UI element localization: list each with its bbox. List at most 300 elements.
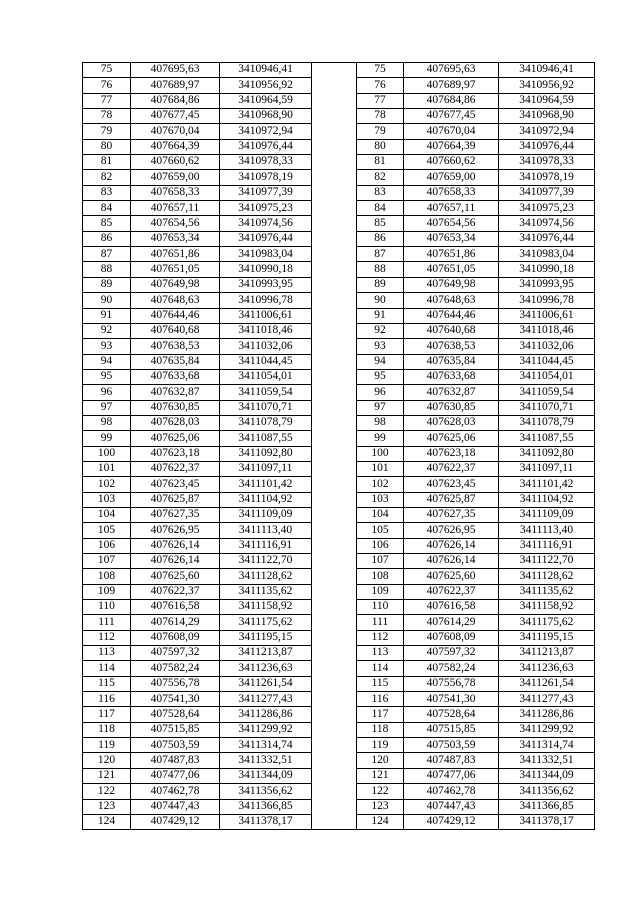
table-row [83,385,595,400]
point-number: 102 [83,477,131,492]
y-coordinate: 3410968,90 [220,109,312,124]
x-coordinate: 407503,59 [131,738,220,753]
table-row [83,584,595,599]
point-number: 96 [83,385,131,400]
point-number: 101 [83,461,131,476]
y-coordinate-right: 3411332,51 [499,753,595,768]
column-gap [312,431,357,446]
point-number: 82 [83,170,131,185]
point-number: 75 [83,63,131,78]
point-number-right: 83 [357,185,404,200]
point-number: 95 [83,369,131,384]
y-coordinate-right: 3411213,87 [499,646,595,661]
x-coordinate: 407632,87 [131,385,220,400]
point-number-right: 98 [357,415,404,430]
table-row [83,738,595,753]
point-number: 80 [83,139,131,154]
point-number-right: 96 [357,385,404,400]
table-row [83,339,595,354]
x-coordinate: 407487,83 [131,753,220,768]
x-coordinate: 407582,24 [131,661,220,676]
x-coordinate: 407616,58 [131,600,220,615]
x-coordinate-right: 407654,56 [404,216,499,231]
x-coordinate: 407623,45 [131,477,220,492]
point-number: 87 [83,247,131,262]
column-gap [312,185,357,200]
column-gap [312,78,357,93]
y-coordinate: 3411175,62 [220,615,312,630]
point-number-right: 80 [357,139,404,154]
point-number: 116 [83,692,131,707]
y-coordinate-right: 3411109,09 [499,507,595,522]
x-coordinate-right: 407664,39 [404,139,499,154]
y-coordinate: 3411116,91 [220,538,312,553]
point-number: 81 [83,155,131,170]
table-row [83,676,595,691]
table-row [83,753,595,768]
y-coordinate-right: 3411044,45 [499,354,595,369]
y-coordinate-right: 3411006,61 [499,308,595,323]
y-coordinate: 3411097,11 [220,461,312,476]
x-coordinate: 407625,60 [131,569,220,584]
column-gap [312,799,357,814]
y-coordinate-right: 3411195,15 [499,630,595,645]
table-row [83,139,595,154]
y-coordinate-right: 3411277,43 [499,692,595,707]
y-coordinate: 3411087,55 [220,431,312,446]
x-coordinate: 407657,11 [131,201,220,216]
y-coordinate-right: 3411286,86 [499,707,595,722]
table-row [83,262,595,277]
y-coordinate-right: 3411356,62 [499,784,595,799]
point-number: 115 [83,676,131,691]
y-coordinate: 3411104,92 [220,492,312,507]
table-row [83,630,595,645]
column-gap [312,262,357,277]
x-coordinate: 407477,06 [131,768,220,783]
y-coordinate-right: 3411128,62 [499,569,595,584]
x-coordinate-right: 407677,45 [404,109,499,124]
column-gap [312,155,357,170]
x-coordinate: 407625,06 [131,431,220,446]
point-number-right: 100 [357,446,404,461]
x-coordinate-right: 407626,14 [404,538,499,553]
x-coordinate-right: 407651,05 [404,262,499,277]
point-number-right: 124 [357,814,404,829]
point-number-right: 117 [357,707,404,722]
y-coordinate-right: 3410978,33 [499,155,595,170]
x-coordinate-right: 407608,09 [404,630,499,645]
point-number-right: 112 [357,630,404,645]
y-coordinate-right: 3411175,62 [499,615,595,630]
point-number-right: 116 [357,692,404,707]
y-coordinate: 3410946,41 [220,63,312,78]
point-number-right: 113 [357,646,404,661]
x-coordinate: 407608,09 [131,630,220,645]
x-coordinate-right: 407649,98 [404,277,499,292]
x-coordinate: 407515,85 [131,722,220,737]
column-gap [312,676,357,691]
table-row [83,124,595,139]
x-coordinate: 407528,64 [131,707,220,722]
point-number-right: 109 [357,584,404,599]
x-coordinate: 407684,86 [131,93,220,108]
point-number-right: 90 [357,293,404,308]
table-row [83,63,595,78]
table-row [83,354,595,369]
column-gap [312,707,357,722]
x-coordinate: 407622,37 [131,461,220,476]
x-coordinate-right: 407541,30 [404,692,499,707]
table-row [83,692,595,707]
x-coordinate-right: 407658,33 [404,185,499,200]
point-number-right: 86 [357,231,404,246]
y-coordinate: 3411378,17 [220,814,312,829]
point-number: 122 [83,784,131,799]
x-coordinate: 407638,53 [131,339,220,354]
y-coordinate: 3410983,04 [220,247,312,262]
x-coordinate: 407614,29 [131,615,220,630]
y-coordinate-right: 3411018,46 [499,323,595,338]
point-number: 78 [83,109,131,124]
x-coordinate-right: 407556,78 [404,676,499,691]
point-number: 106 [83,538,131,553]
table-row [83,492,595,507]
x-coordinate-right: 407462,78 [404,784,499,799]
point-number: 113 [83,646,131,661]
point-number: 103 [83,492,131,507]
y-coordinate: 3411101,42 [220,477,312,492]
point-number: 98 [83,415,131,430]
column-gap [312,369,357,384]
y-coordinate: 3411344,09 [220,768,312,783]
x-coordinate-right: 407626,14 [404,554,499,569]
y-coordinate: 3411078,79 [220,415,312,430]
x-coordinate: 407429,12 [131,814,220,829]
y-coordinate-right: 3411261,54 [499,676,595,691]
point-number: 121 [83,768,131,783]
x-coordinate-right: 407622,37 [404,584,499,599]
point-number: 99 [83,431,131,446]
column-gap [312,139,357,154]
y-coordinate-right: 3410956,92 [499,78,595,93]
table-row [83,431,595,446]
x-coordinate: 407556,78 [131,676,220,691]
column-gap [312,339,357,354]
y-coordinate-right: 3410990,18 [499,262,595,277]
point-number-right: 101 [357,461,404,476]
y-coordinate-right: 3410975,23 [499,201,595,216]
y-coordinate-right: 3410977,39 [499,185,595,200]
column-gap [312,293,357,308]
column-gap [312,201,357,216]
point-number: 88 [83,262,131,277]
column-gap [312,768,357,783]
column-gap [312,323,357,338]
column-gap [312,661,357,676]
x-coordinate: 407695,63 [131,63,220,78]
x-coordinate-right: 407614,29 [404,615,499,630]
y-coordinate-right: 3411070,71 [499,400,595,415]
table-row [83,661,595,676]
column-gap [312,630,357,645]
x-coordinate: 407541,30 [131,692,220,707]
point-number: 117 [83,707,131,722]
table-row [83,216,595,231]
x-coordinate: 407633,68 [131,369,220,384]
x-coordinate: 407597,32 [131,646,220,661]
column-gap [312,400,357,415]
point-number-right: 102 [357,477,404,492]
table-row [83,231,595,246]
y-coordinate-right: 3411059,54 [499,385,595,400]
y-coordinate: 3411332,51 [220,753,312,768]
table-row [83,170,595,185]
point-number-right: 108 [357,569,404,584]
point-number: 124 [83,814,131,829]
table-row [83,415,595,430]
x-coordinate: 407627,35 [131,507,220,522]
point-number: 114 [83,661,131,676]
point-number: 111 [83,615,131,630]
table-row [83,722,595,737]
column-gap [312,507,357,522]
y-coordinate-right: 3411032,06 [499,339,595,354]
point-number: 110 [83,600,131,615]
y-coordinate: 3411113,40 [220,523,312,538]
x-coordinate: 407635,84 [131,354,220,369]
point-number: 92 [83,323,131,338]
column-gap [312,308,357,323]
coordinate-table-body [83,63,595,830]
table-row [83,93,595,108]
x-coordinate-right: 407429,12 [404,814,499,829]
x-coordinate: 407677,45 [131,109,220,124]
y-coordinate: 3410964,59 [220,93,312,108]
table-row [83,554,595,569]
column-gap [312,738,357,753]
table-row [83,707,595,722]
y-coordinate-right: 3410968,90 [499,109,595,124]
x-coordinate-right: 407659,00 [404,170,499,185]
x-coordinate: 407626,14 [131,554,220,569]
point-number: 83 [83,185,131,200]
column-gap [312,385,357,400]
y-coordinate: 3411044,45 [220,354,312,369]
point-number-right: 77 [357,93,404,108]
column-gap [312,231,357,246]
point-number-right: 85 [357,216,404,231]
column-gap [312,109,357,124]
x-coordinate: 407644,46 [131,308,220,323]
y-coordinate-right: 3411087,55 [499,431,595,446]
point-number-right: 99 [357,431,404,446]
x-coordinate: 407462,78 [131,784,220,799]
point-number: 94 [83,354,131,369]
y-coordinate-right: 3411366,85 [499,799,595,814]
point-number-right: 104 [357,507,404,522]
x-coordinate-right: 407651,86 [404,247,499,262]
column-gap [312,170,357,185]
column-gap [312,277,357,292]
point-number-right: 82 [357,170,404,185]
point-number: 90 [83,293,131,308]
table-row [83,308,595,323]
table-row [83,615,595,630]
column-gap [312,538,357,553]
point-number: 105 [83,523,131,538]
point-number-right: 89 [357,277,404,292]
x-coordinate: 407625,87 [131,492,220,507]
point-number-right: 76 [357,78,404,93]
x-coordinate: 407660,62 [131,155,220,170]
x-coordinate-right: 407633,68 [404,369,499,384]
y-coordinate: 3411261,54 [220,676,312,691]
x-coordinate-right: 407447,43 [404,799,499,814]
y-coordinate: 3410978,19 [220,170,312,185]
y-coordinate: 3411054,01 [220,369,312,384]
table-row [83,78,595,93]
table-row [83,400,595,415]
point-number: 120 [83,753,131,768]
x-coordinate-right: 407660,62 [404,155,499,170]
point-number-right: 78 [357,109,404,124]
x-coordinate: 407640,68 [131,323,220,338]
point-number: 112 [83,630,131,645]
point-number-right: 107 [357,554,404,569]
x-coordinate: 407649,98 [131,277,220,292]
point-number-right: 75 [357,63,404,78]
y-coordinate: 3411195,15 [220,630,312,645]
column-gap [312,615,357,630]
y-coordinate: 3411006,61 [220,308,312,323]
point-number-right: 94 [357,354,404,369]
y-coordinate: 3410956,92 [220,78,312,93]
x-coordinate-right: 407644,46 [404,308,499,323]
y-coordinate-right: 3411104,92 [499,492,595,507]
y-coordinate-right: 3411054,01 [499,369,595,384]
y-coordinate: 3411277,43 [220,692,312,707]
y-coordinate-right: 3410993,95 [499,277,595,292]
table-row [83,109,595,124]
column-gap [312,93,357,108]
point-number: 84 [83,201,131,216]
column-gap [312,600,357,615]
y-coordinate-right: 3411101,42 [499,477,595,492]
x-coordinate-right: 407657,11 [404,201,499,216]
x-coordinate: 407653,34 [131,231,220,246]
x-coordinate-right: 407628,03 [404,415,499,430]
point-number-right: 95 [357,369,404,384]
y-coordinate: 3410990,18 [220,262,312,277]
y-coordinate-right: 3411092,80 [499,446,595,461]
point-number: 118 [83,722,131,737]
point-number-right: 81 [357,155,404,170]
y-coordinate: 3410972,94 [220,124,312,139]
y-coordinate: 3411158,92 [220,600,312,615]
y-coordinate: 3410993,95 [220,277,312,292]
y-coordinate: 3411032,06 [220,339,312,354]
column-gap [312,722,357,737]
point-number: 91 [83,308,131,323]
point-number: 100 [83,446,131,461]
table-row [83,523,595,538]
x-coordinate: 407628,03 [131,415,220,430]
point-number: 107 [83,554,131,569]
x-coordinate-right: 407630,85 [404,400,499,415]
point-number-right: 91 [357,308,404,323]
y-coordinate: 3411314,74 [220,738,312,753]
point-number: 89 [83,277,131,292]
x-coordinate: 407630,85 [131,400,220,415]
x-coordinate-right: 407648,63 [404,293,499,308]
table-row [83,247,595,262]
x-coordinate: 407626,14 [131,538,220,553]
table-row [83,784,595,799]
point-number-right: 97 [357,400,404,415]
y-coordinate-right: 3410976,44 [499,231,595,246]
point-number: 86 [83,231,131,246]
x-coordinate-right: 407625,87 [404,492,499,507]
column-gap [312,646,357,661]
y-coordinate-right: 3410972,94 [499,124,595,139]
y-coordinate-right: 3411344,09 [499,768,595,783]
x-coordinate-right: 407515,85 [404,722,499,737]
y-coordinate: 3410978,33 [220,155,312,170]
y-coordinate: 3411366,85 [220,799,312,814]
table-row [83,600,595,615]
column-gap [312,216,357,231]
x-coordinate-right: 407625,60 [404,569,499,584]
coordinate-table [82,62,595,830]
point-number: 76 [83,78,131,93]
x-coordinate: 407648,63 [131,293,220,308]
column-gap [312,692,357,707]
table-row [83,507,595,522]
x-coordinate: 407658,33 [131,185,220,200]
y-coordinate: 3411213,87 [220,646,312,661]
x-coordinate-right: 407684,86 [404,93,499,108]
column-gap [312,584,357,599]
x-coordinate-right: 407640,68 [404,323,499,338]
point-number: 123 [83,799,131,814]
y-coordinate-right: 3411158,92 [499,600,595,615]
x-coordinate-right: 407528,64 [404,707,499,722]
x-coordinate-right: 407616,58 [404,600,499,615]
y-coordinate: 3410976,44 [220,139,312,154]
table-row [83,293,595,308]
point-number: 85 [83,216,131,231]
y-coordinate-right: 3410976,44 [499,139,595,154]
column-gap [312,461,357,476]
table-row [83,323,595,338]
point-number-right: 106 [357,538,404,553]
x-coordinate-right: 407623,45 [404,477,499,492]
column-gap [312,446,357,461]
y-coordinate: 3410974,56 [220,216,312,231]
y-coordinate: 3411286,86 [220,707,312,722]
table-row [83,155,595,170]
column-gap [312,415,357,430]
y-coordinate: 3411109,09 [220,507,312,522]
point-number-right: 110 [357,600,404,615]
point-number-right: 111 [357,615,404,630]
x-coordinate-right: 407653,34 [404,231,499,246]
x-coordinate: 407447,43 [131,799,220,814]
column-gap [312,569,357,584]
y-coordinate-right: 3410974,56 [499,216,595,231]
x-coordinate-right: 407582,24 [404,661,499,676]
